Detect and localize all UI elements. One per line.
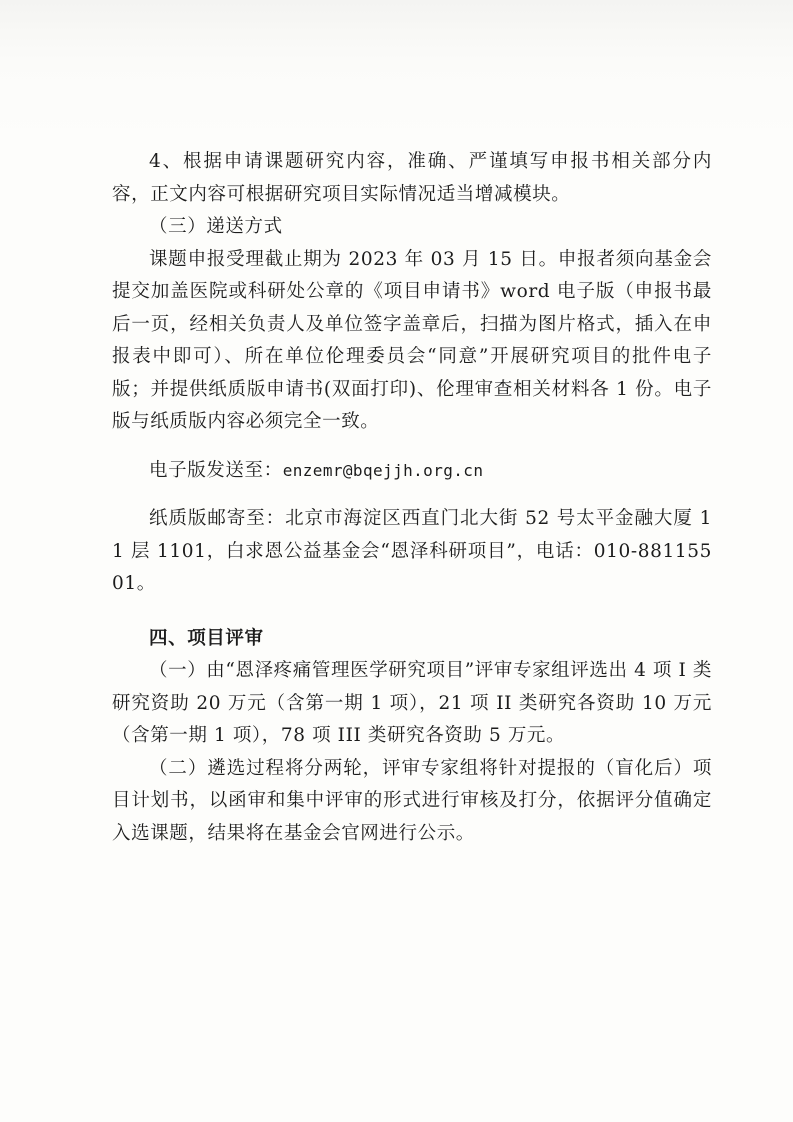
mailing-address-paragraph: 纸质版邮寄至：北京市海淀区西直门北大街 52 号太平金融大厦 11 层 1101，白求恩公益基金会“恩泽科研项目”，电话：010-88115501。 (112, 508, 712, 594)
item4-paragraph: 4、根据申请课题研究内容，准确、严谨填写申报书相关部分内容，正文内容可根据研究项目实际情况适当增减模块。 (112, 151, 712, 205)
spacer (112, 487, 712, 503)
spacer (112, 439, 712, 455)
review-paragraph-2: （二）遴选过程将分两轮，评审专家组将针对提报的（盲化后）项目计划书，以函审和集中评审的形式进行审核及打分，依据评分值确定入选课题，结果将在基金会官网进行公示。 (112, 757, 712, 844)
submission-paragraph: 课题申报受理截止期为 2023 年 03 月 15 日。申报者须向基金会提交加盖医院或科研处公章的《项目申请书》word 电子版（申报书最后一页，经相关负责人及单位签字盖章后，扫描为图片格式，插入在申报表中即可）、所在单位伦理委员会“同意”开展研究项目的批件电子版；并提供纸质版申请书(双面打印)、伦理审查相关材料各 1 份。电子版与纸质版内容必须完全一致。 (112, 248, 712, 432)
email-label: 电子版发送至： (149, 459, 283, 481)
spacer (112, 601, 712, 623)
email-address: enzemr@bqejjh.org.cn (282, 460, 484, 480)
submission-method-heading: （三）递送方式 (149, 216, 283, 237)
email-paragraph (112, 455, 712, 488)
review-paragraph-1: （一）由“恩泽疼痛管理医学研究项目”评审专家组评选出 4 项 I 类研究资助 20 万元（含第一期 1 项），21 项 II 类研究各资助 10 万元（含第一期 1 项），78 项 III 类研究各资助 5 万元。 (112, 660, 712, 746)
section-4-heading: 四、项目评审 (149, 627, 264, 649)
document-body (112, 146, 712, 850)
